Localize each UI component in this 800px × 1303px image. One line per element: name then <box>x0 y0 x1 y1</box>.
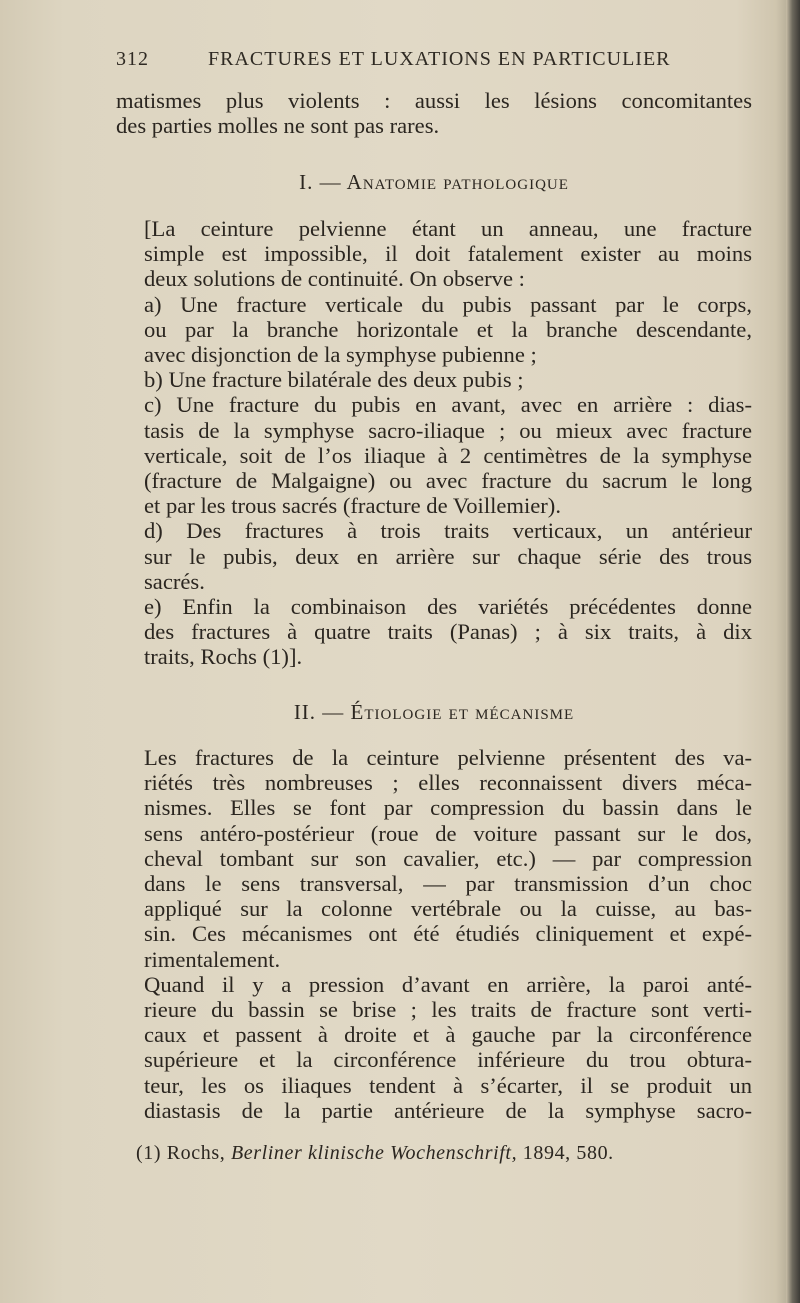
paragraph-item-c: c) Une fracture du pubis en avant, avec en arrière : dias- tasis de la symphyse sacro-iliaque ; ou mieux avec fracture verticale, soit de l’os iliaque à 2 centimètres de la symphyse (fracture de Malgaigne) ou avec fracture du sacrum le long et par les trous sacrés (fracture de Voillemier). <box>144 392 752 519</box>
footnote <box>136 1142 736 1165</box>
footnote-marker: (1) Rochs, <box>136 1142 226 1164</box>
footnote-journal: Berliner klinische Wochenschrift, <box>230 1142 518 1164</box>
paragraph-item-d: d) Des fractures à trois traits verticaux, un antérieur sur le pubis, deux en arrière sur chaque série des trous sacrés. <box>144 518 752 594</box>
paragraph-item-e: e) Enfin la combinaison des variétés précédentes donne des fractures à quatre traits (Panas) ; à six traits, à dix traits, Rochs (1)]. <box>144 594 752 670</box>
paragraph: Quand il y a pression d’avant en arrière, la paroi anté- rieure du bassin se brise ; les traits de fracture sont verti- caux et passent à droite et à gauche par la circonférence supérieure et la circonférence inférieure du trou obtura- teur, les os iliaques tendent à s’écarter, il se produit un diastasis de la partie antérieure de la symphyse sacro- <box>144 971 752 1123</box>
paragraph-item-b: b) Une fracture bilatérale des deux pubis ; <box>144 367 524 393</box>
section-anatomie-body <box>116 216 752 670</box>
section-heading-etiologie: II. — Étiologie et mécanisme <box>293 700 575 724</box>
paragraph-item-a: a) Une fracture verticale du pubis passant par le corps, ou par la branche horizontale et la branche descendante, avec disjonction de la symphyse pubienne ; <box>144 291 752 368</box>
section-etiologie-body <box>116 745 752 1123</box>
footnote-ref: 1894, 580. <box>522 1142 614 1164</box>
section-heading-anatomie: I. — Anatomie pathologique <box>299 170 569 194</box>
book-gutter <box>786 0 800 1303</box>
paragraph: Les fractures de la ceinture pelvienne présentent des va- riétés très nombreuses ; elles reconnaissent divers méca- nismes. Elles se font par compression du bassin dans le sens antéro-postérieur (roue de voiture passant sur le dos, cheval tombant sur son cavalier, etc.) — par compression dans le sens transversal, — par transmission d’un choc appliqué sur la colonne vertébrale ou la cuisse, au bas- sin. Ces mécanismes ont été étudiés cliniquement et expé- rimentalement. <box>144 745 752 972</box>
page-number: 312 <box>116 48 149 70</box>
page-header <box>116 48 676 78</box>
running-head: FRACTURES ET LUXATIONS EN PARTICULIER <box>208 48 671 70</box>
intro-paragraph: matismes plus violents : aussi les lésions concomitantes des parties molles ne sont pas rares. <box>116 88 752 139</box>
paragraph: [La ceinture pelvienne étant un anneau, une fracture simple est impossible, il doit fatalement exister au moins deux solutions de continuité. On observe : <box>144 216 752 292</box>
